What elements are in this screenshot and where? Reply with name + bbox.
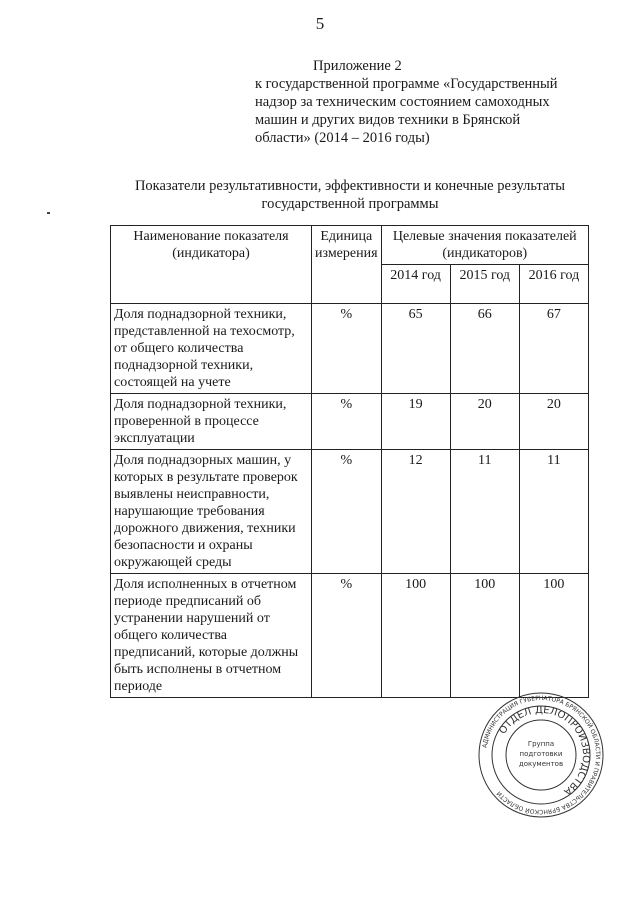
appendix-line: к государственной программе «Государственный [255,76,558,92]
heading-line: государственной программы [261,196,439,212]
stamp-center-line: подготовки [519,750,563,758]
stamp-center-line: Группа [527,740,555,748]
table-heading [100,177,600,213]
indicator-unit: % [312,304,382,394]
indicator-unit: % [312,394,382,450]
header-year: 2014 год [381,265,450,304]
indicator-value: 11 [519,450,588,574]
indicator-value: 65 [381,304,450,394]
indicator-value: 100 [381,574,450,698]
stamp-middle-text: ОТДЕЛ ДЕЛОПРОИЗВОДСТВА [497,704,592,798]
indicator-name: Доля поднадзорных машин, у которых в результате проверок выявлены неисправности, нарушающие требования дорожного движения, техники безопасности и охраны окружающей среды [111,450,312,574]
stamp-outer-text: АДМИНИСТРАЦИЯ ГУБЕРНАТОРА БРЯНСКОЙ ОБЛАСТИ И ПРАВИТЕЛЬСТВА БРЯНСКОЙ ОБЛАСТИ [481,694,602,816]
indicators-table [110,225,589,698]
header-unit: Единица измерения [312,226,382,304]
table-header-row [111,226,589,265]
heading-line: Показатели результативности, эффективности и конечные результаты [134,178,566,194]
appendix-block [255,57,575,147]
indicator-value: 11 [450,450,519,574]
appendix-line: надзор за техническим состоянием самоходных [255,94,550,110]
indicator-name: Доля поднадзорной техники, представленной на техосмотр, от общего количества поднадзорной техники, состоящей на учете [111,304,312,394]
indicator-value: 67 [519,304,588,394]
indicator-name: Доля поднадзорной техники, проверенной в процессе эксплуатации [111,394,312,450]
scan-mark [47,212,50,214]
indicator-unit: % [312,574,382,698]
indicator-value: 100 [450,574,519,698]
indicator-name: Доля исполненных в отчетном периоде предписаний об устранении нарушений от общего количества предписаний, которые должны быть исполнены в отчетном периоде [111,574,312,698]
indicator-value: 20 [450,394,519,450]
header-year: 2016 год [519,265,588,304]
appendix-line: области» (2014 – 2016 годы) [255,130,430,146]
page-number: 5 [315,14,325,33]
stamp-center-line: документов [518,760,564,768]
indicator-value: 12 [381,450,450,574]
table-row [111,450,589,574]
table-row [111,394,589,450]
indicator-unit: % [312,450,382,574]
indicator-value: 66 [450,304,519,394]
indicator-value: 20 [519,394,588,450]
indicator-value: 100 [519,574,588,698]
appendix-line: машин и других видов техники в Брянской [255,112,521,128]
appendix-title: Приложение 2 [313,58,402,74]
header-targets: Целевые значения показателей (индикаторов) [381,226,588,265]
table-row [111,304,589,394]
office-stamp [476,690,606,820]
header-year: 2015 год [450,265,519,304]
header-name: Наименование показателя (индикатора) [111,226,312,304]
indicator-value: 19 [381,394,450,450]
table-row [111,574,589,698]
